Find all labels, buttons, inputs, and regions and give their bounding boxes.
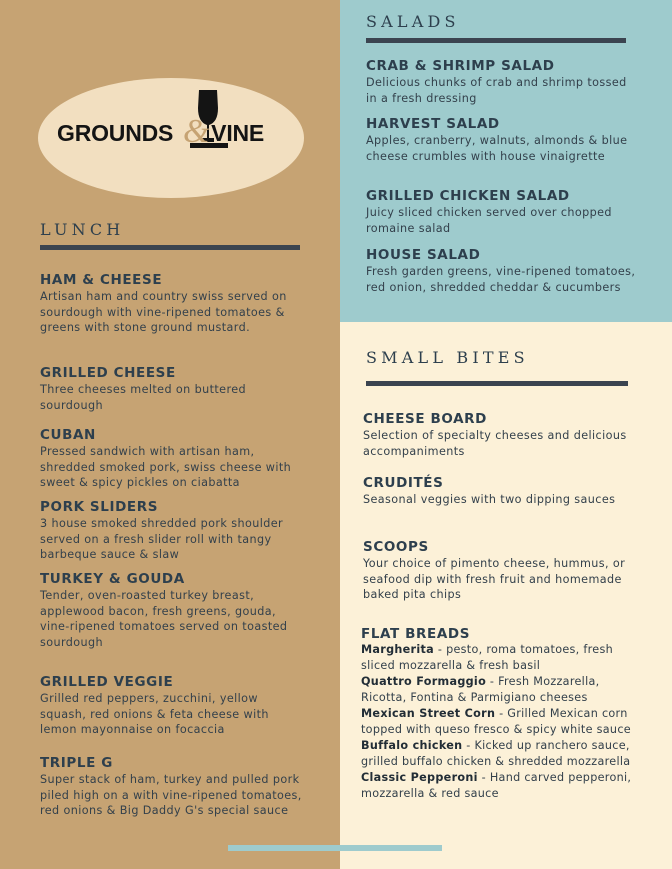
lunch-item-desc: Pressed sandwich with artisan ham, shredded smoked pork, swiss cheese with sweet & spicy pickles on ciabatta <box>40 445 292 489</box>
salads-title: SALADS <box>366 12 460 31</box>
lunch-item <box>40 365 302 413</box>
logo-ampersand: & <box>183 113 210 150</box>
flat-bread-name: Quattro Formaggio <box>361 675 487 688</box>
flat-bread-name: Mexican Street Corn <box>361 707 496 720</box>
bite-item <box>363 539 633 603</box>
lunch-item-name: HAM & CHEESE <box>40 272 163 288</box>
lunch-item-desc: Tender, oven-roasted turkey breast, applewood bacon, fresh greens, gouda, vine-ripened tomatoes served on toasted sourdough <box>40 589 288 649</box>
salad-item-name: GRILLED CHICKEN SALAD <box>366 188 570 204</box>
bottom-accent-bar <box>228 845 442 851</box>
lunch-item <box>40 499 302 563</box>
flat-bread-item <box>361 706 636 738</box>
bite-item-name: CHEESE BOARD <box>363 411 487 427</box>
lunch-item-name: TURKEY & GOUDA <box>40 571 185 587</box>
flat-bread-name: Classic Pepperoni <box>361 771 478 784</box>
salad-item-desc: Delicious chunks of crab and shrimp tossed in a fresh dressing <box>366 76 627 105</box>
lunch-item-desc: Super stack of ham, turkey and pulled pork piled high on a with vine-ripened tomatoes, red onions & Big Daddy G's special sauce <box>40 773 302 817</box>
lunch-item-desc: 3 house smoked shredded pork shoulder served on a fresh slider roll with tangy barbeque sauce & slaw <box>40 517 283 561</box>
lunch-title: LUNCH <box>40 220 125 239</box>
lunch-rule <box>40 245 300 250</box>
logo-word-vine: VINE <box>211 120 265 146</box>
small-bites-rule <box>366 381 628 386</box>
flat-breads-section <box>361 626 636 802</box>
salad-item <box>366 247 636 295</box>
flat-bread-name: Margherita <box>361 643 435 656</box>
lunch-item-desc: Three cheeses melted on buttered sourdough <box>40 383 246 412</box>
flat-bread-desc: - Hand carved pepperoni, mozzarella & red sauce <box>361 771 632 800</box>
salad-item-name: HARVEST SALAD <box>366 116 500 132</box>
flat-bread-item <box>361 738 636 770</box>
salad-item <box>366 116 636 164</box>
lunch-item-name: TRIPLE G <box>40 755 113 771</box>
salad-item <box>366 188 636 236</box>
lunch-item <box>40 571 302 650</box>
flat-bread-desc: - Fresh Mozzarella, Ricotta, Fontina & Parmigiano cheeses <box>361 675 600 704</box>
lunch-item-name: GRILLED VEGGIE <box>40 674 174 690</box>
flat-breads-title: FLAT BREADS <box>361 626 471 642</box>
salad-item <box>366 58 636 106</box>
logo-wordmark <box>57 120 264 147</box>
salad-item-desc: Apples, cranberry, walnuts, almonds & blue cheese crumbles with house vinaigrette <box>366 134 628 163</box>
flat-bread-item <box>361 674 636 706</box>
bite-item-name: CRUDITÉS <box>363 475 444 491</box>
flat-bread-name: Buffalo chicken <box>361 739 463 752</box>
bite-item-desc: Selection of specialty cheeses and delicious accompaniments <box>363 429 627 458</box>
lunch-item <box>40 755 302 819</box>
salad-item-name: CRAB & SHRIMP SALAD <box>366 58 555 74</box>
bite-item-desc: Your choice of pimento cheese, hummus, or seafood dip with fresh fruit and homemade baked pita chips <box>363 557 626 601</box>
flat-bread-desc: - Grilled Mexican corn topped with queso fresco & spicy white sauce <box>361 707 631 736</box>
bite-item <box>363 475 633 508</box>
lunch-item-name: GRILLED CHEESE <box>40 365 176 381</box>
flat-bread-item <box>361 770 636 802</box>
salad-item-desc: Juicy sliced chicken served over chopped romaine salad <box>366 206 612 235</box>
salad-item-desc: Fresh garden greens, vine-ripened tomatoes, red onion, shredded cheddar & cucumbers <box>366 265 636 294</box>
small-bites-title: SMALL BITES <box>366 348 529 367</box>
salad-item-name: HOUSE SALAD <box>366 247 481 263</box>
lunch-item <box>40 674 302 738</box>
lunch-item-name: PORK SLIDERS <box>40 499 159 515</box>
logo-word-grounds: GROUNDS <box>57 120 174 146</box>
flat-bread-desc: - pesto, roma tomatoes, fresh sliced mozzarella & fresh basil <box>361 643 613 672</box>
lunch-item-desc: Artisan ham and country swiss served on sourdough with vine-ripened tomatoes & greens with stone ground mustard. <box>40 290 287 334</box>
bite-item-desc: Seasonal veggies with two dipping sauces <box>363 493 616 506</box>
salads-rule <box>366 38 626 43</box>
lunch-item <box>40 427 302 491</box>
bite-item <box>363 411 633 459</box>
lunch-item-name: CUBAN <box>40 427 96 443</box>
flat-bread-desc: - Kicked up ranchero sauce, grilled buffalo chicken & shredded mozzarella <box>361 739 631 768</box>
lunch-item-desc: Grilled red peppers, zucchini, yellow squash, red onions & feta cheese with lemon mayonnaise on focaccia <box>40 692 269 736</box>
bite-item-name: SCOOPS <box>363 539 429 555</box>
flat-bread-item <box>361 642 636 674</box>
lunch-item <box>40 272 302 336</box>
